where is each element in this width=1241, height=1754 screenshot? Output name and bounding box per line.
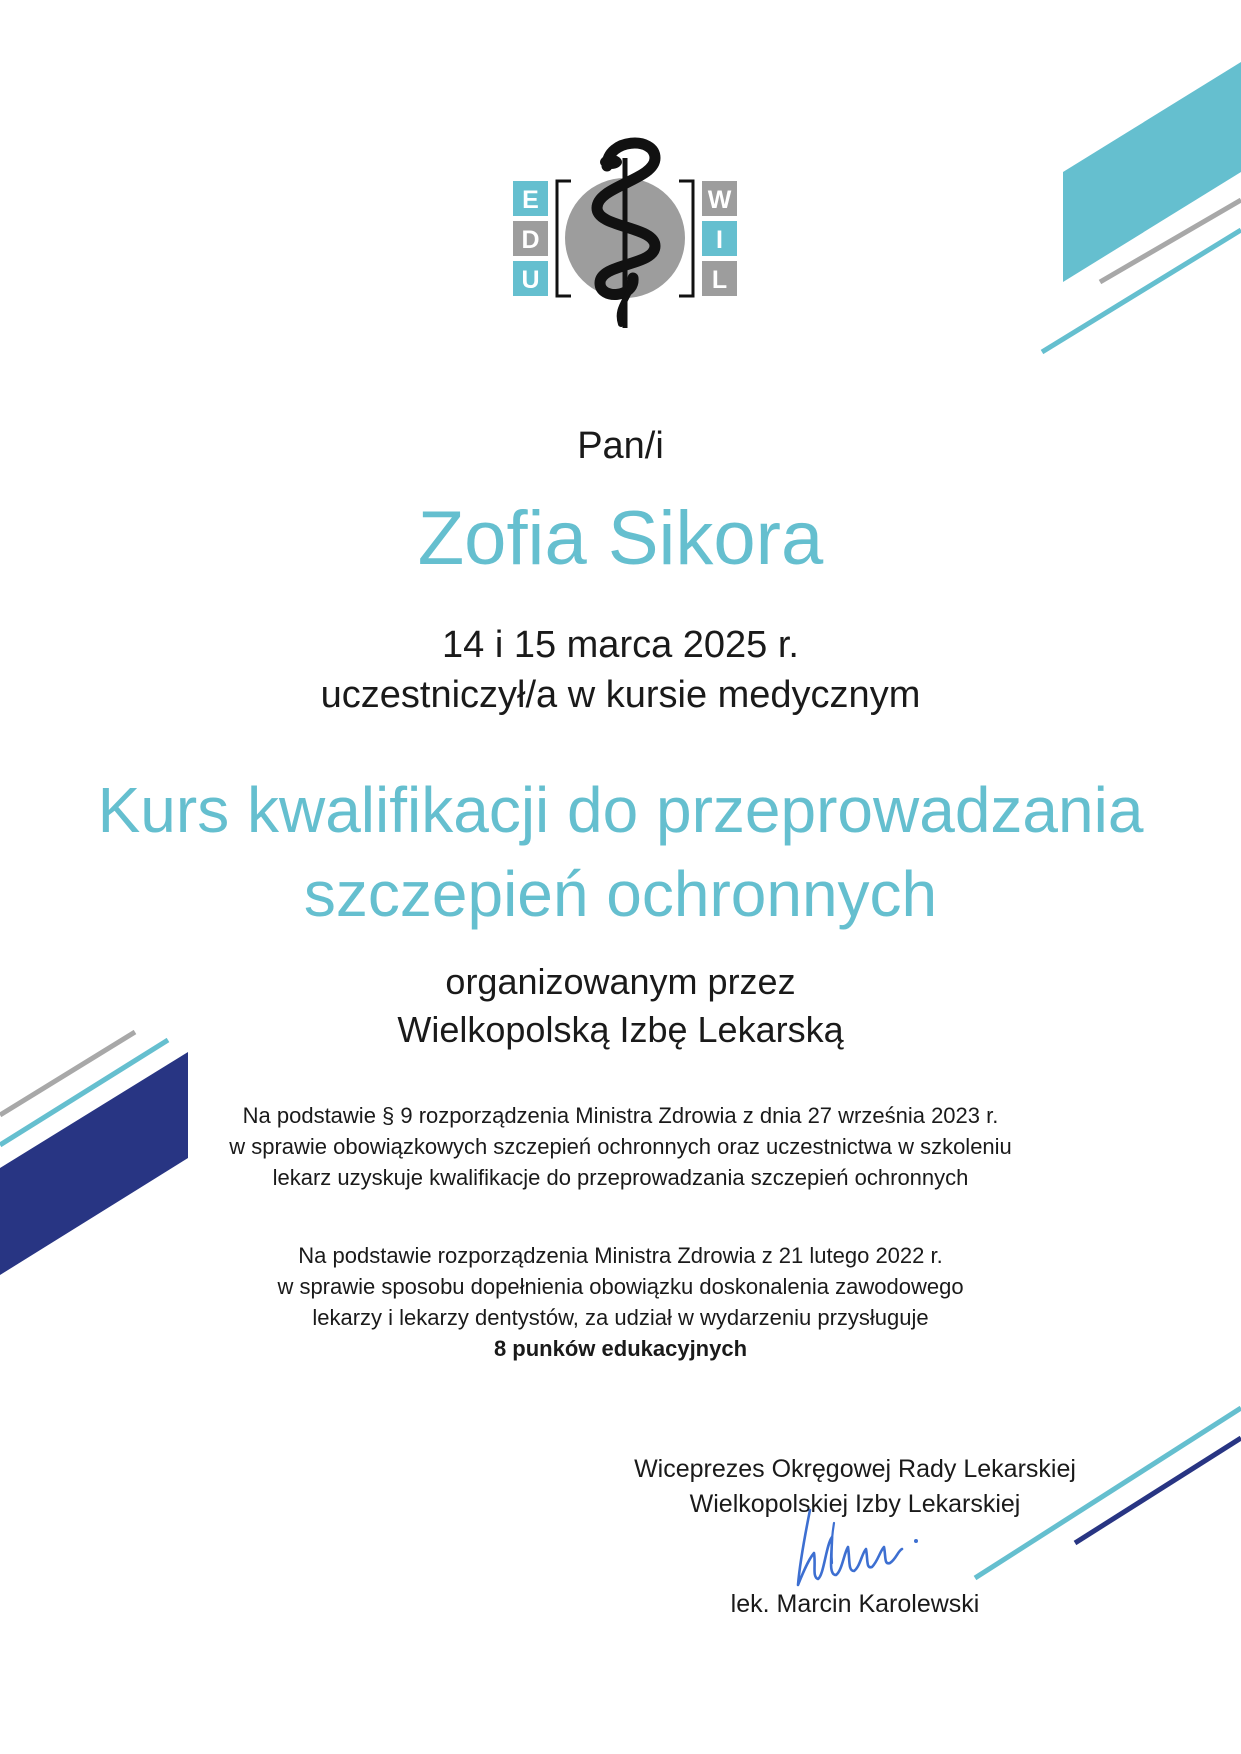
course-title-line-1: Kurs kwalifikacji do przeprowadzania [97, 774, 1144, 846]
signatory-title-line-2: Wielkopolskiej Izby Lekarskiej [689, 1490, 1021, 1518]
logo-letter-l: L [711, 266, 728, 294]
organizer-name: Wielkopolską Izbę Lekarską [397, 1009, 844, 1050]
signatory-name: lek. Marcin Karolewski [730, 1590, 980, 1618]
logo-letter-w: W [707, 186, 732, 214]
logo-letter-e: E [522, 186, 539, 214]
legal-line: lekarzy i lekarzy dentystów, za udział w wydarzeniu przysługuje [312, 1305, 929, 1330]
logo-letter-i: I [716, 226, 723, 254]
salutation: Pan/i [577, 425, 664, 467]
logo-letter-d: D [521, 226, 540, 254]
legal-line: Na podstawie rozporządzenia Ministra Zdrowia z 21 lutego 2022 r. [298, 1243, 943, 1268]
legal-line: w sprawie obowiązkowych szczepień ochronnych oraz uczestnictwa w szkoleniu [229, 1134, 1012, 1159]
organizer-intro: organizowanym przez [445, 961, 796, 1002]
course-date: 14 i 15 marca 2025 r. [442, 624, 799, 666]
legal-line: lekarz uzyskuje kwalifikacje do przeprowadzania szczepień ochronnych [272, 1165, 969, 1190]
legal-basis-points [0, 1240, 1241, 1364]
course-title [0, 768, 1241, 936]
participation-text: uczestniczył/a w kursie medycznym [320, 674, 921, 716]
education-points: 8 punków edukacyjnych [493, 1336, 748, 1361]
legal-basis-qualification [0, 1100, 1241, 1193]
organizer-block [0, 958, 1241, 1054]
logo-letter-u: U [521, 266, 540, 294]
signatory-title-line-1: Wiceprezes Okręgowej Rady Lekarskiej [634, 1455, 1076, 1483]
legal-line: w sprawie sposobu dopełnienia obowiązku doskonalenia zawodowego [277, 1274, 964, 1299]
eduwil-logo [505, 128, 745, 343]
participation-block [0, 620, 1241, 720]
recipient-name: Zofia Sikora [417, 496, 824, 581]
legal-line: Na podstawie § 9 rozporządzenia Ministra Zdrowia z dnia 27 września 2023 r. [242, 1103, 999, 1128]
course-title-line-2: szczepień ochronnych [303, 858, 938, 930]
handwritten-signature [788, 1505, 938, 1590]
